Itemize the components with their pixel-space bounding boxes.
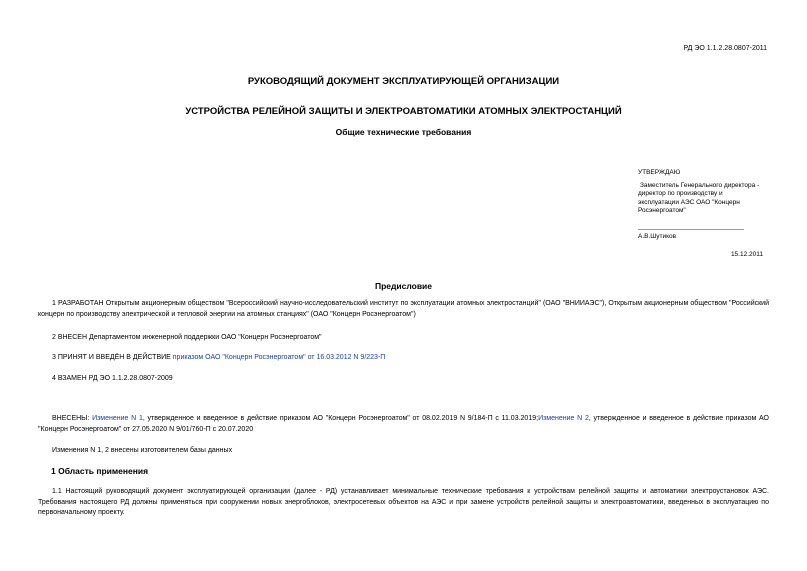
document-code: РД ЭО 1.1.2.28.0807-2011: [683, 45, 767, 52]
signer-name: А.В.Шутиков: [638, 233, 677, 240]
document-subtitle: УСТРОЙСТВА РЕЛЕЙНОЙ ЗАЩИТЫ И ЭЛЕКТРОАВТОМАТИКИ АТОМНЫХ ЭЛЕКТРОСТАНЦИЙ: [185, 106, 622, 117]
approval-position-line2: директор по производству и: [638, 190, 723, 197]
change-2-link[interactable]: Изменение N 2: [538, 415, 589, 422]
preface-paragraph-1: 1 РАЗРАБОТАН Открытым акционерным обществом "Всероссийский научно-исследовательский институт по эксплуатации атомных электростанций" (ОАО "ВНИИАЭС"), Открытым акционерным обществом "Российский концерн по производству электрической и тепловой энергии на атомных станциях" (ОАО "Концерн Росэнергоатом"): [38, 300, 769, 318]
approval-date: 15.12.2011: [730, 251, 763, 258]
preface-heading: Предисловие: [374, 281, 433, 291]
document-requirements-title: Общие технические требования: [335, 127, 472, 137]
order-link[interactable]: приказом ОАО "Концерн Росэнергоатом" от 16.03.2012 N 9/223-П: [172, 354, 386, 361]
approval-block: [638, 169, 768, 216]
changes-paragraph: ВНЕСЕНЫ: Изменение N 1, утвержденное и введенное в действие приказом АО "Концерн Росэнергоатом" от 08.02.2019 N 9/184-П с 11.03.2019;Изменение N 2, утвержденное и введенное в действие приказом АО "Концерн Росэнергоатом" от 27.05.2020 N 9/01/760-П с 20.07.2020: [38, 415, 770, 433]
approval-position-line3: эксплуатации АЭС ОАО "Концерн: [638, 198, 740, 206]
section-1-heading: 1 Область применения: [51, 466, 149, 476]
approval-label: УТВЕРЖДАЮ: [638, 169, 681, 176]
preface-paragraph-2: 2 ВНЕСЕН Департаментом инженерной поддержки ОАО "Концерн Росэнергоатом": [52, 334, 322, 341]
preface-paragraph-4: 4 ВЗАМЕН РД ЭО 1.1.2.28.0807-2009: [52, 375, 173, 382]
document-title: РУКОВОДЯЩИЙ ДОКУМЕНТ ЭКСПЛУАТИРУЮЩЕЙ ОРГАНИЗАЦИИ: [247, 76, 560, 87]
changes-note: Изменения N 1, 2 внесены изготовителем базы данных: [52, 447, 233, 454]
change-1-link[interactable]: Изменение N 1: [92, 415, 143, 422]
approval-position-line1: Заместитель Генерального директора -: [640, 181, 760, 189]
preface-paragraph-3: 3 ПРИНЯТ И ВВЕДЁН В ДЕЙСТВИЕ приказом ОАО "Концерн Росэнергоатом" от 16.03.2012 N 9/223-П: [52, 354, 386, 361]
approval-position-line4: Росэнергоатом": [638, 207, 686, 214]
section-1-paragraph-1: 1.1 Настоящий руководящий документ эксплуатирующей организации (далее - РД) устанавливает минимальные технические требования к устройствам релейной защиты и автоматики электроустановок АЭС. Требования настоящего РД должны применяться при сооружении новых энергоблоков, электросетевых объектов на АЭС и при замене устройств релейной защиты и электроавтоматики, введенных в эксплуатацию по первоначальному проекту.: [38, 488, 769, 516]
signature-line: [638, 229, 744, 230]
